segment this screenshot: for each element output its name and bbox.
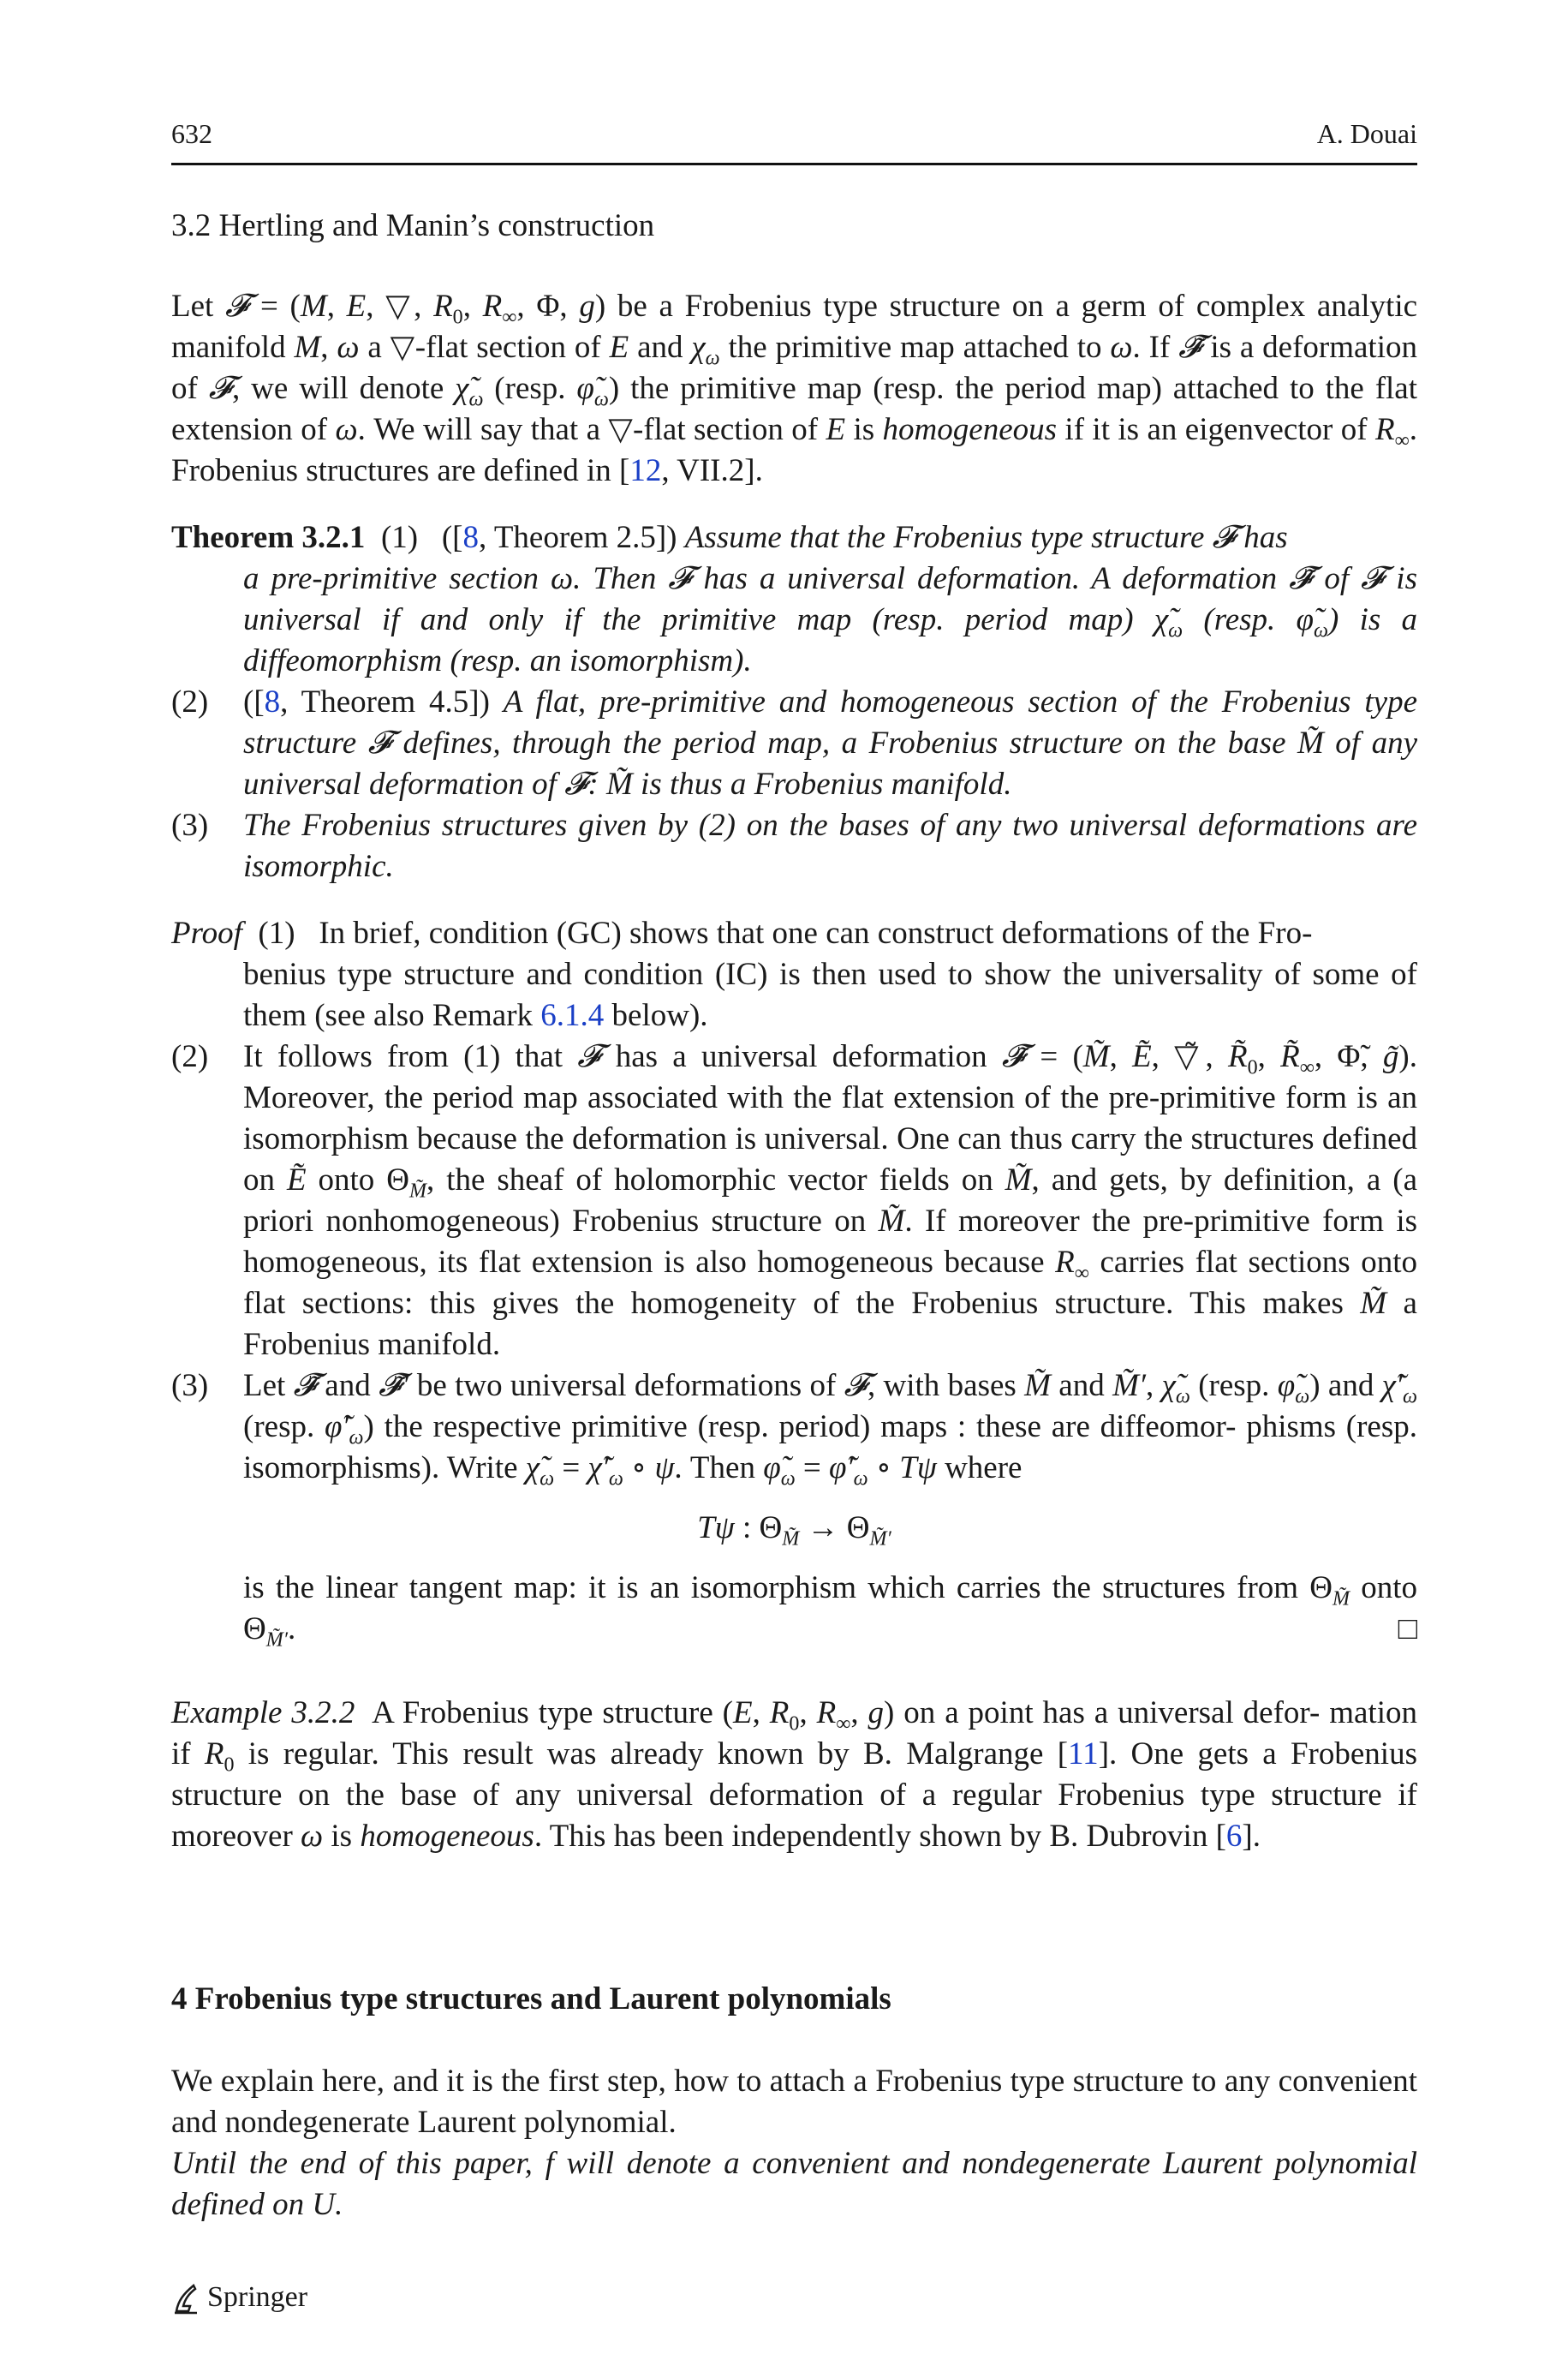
- theorem-item-2: (2) ([8, Theorem 4.5]) A flat, pre-primitive and homogeneous section of the Frobenius type structure 𝓕 defines, through the period map, a Frobenius structure on the base M̃ of any universal deformation of 𝓕: M̃ is thus a Frobenius manifold.: [171, 684, 1417, 802]
- publisher-name: Springer: [207, 2281, 308, 2313]
- qed-symbol: □: [1398, 1611, 1417, 1646]
- equation: Tψ : $\Theta_{M̃} \to \Theta_{M̃'}$: [697, 1510, 891, 1550]
- theorem-3-2-1: Theorem 3.2.1 (1) ([8, Theorem 2.5]) Assume that the Frobenius type structure 𝓕 has a pre-primitive section ω. Then 𝓕 has a universal deformation. A deformation 𝓕̃ of 𝓕 is universal if and only if the primitive map (resp. period map) $\chĩ_\omega$ (resp. $\varphĩ_\omega$) is a diffeomorphism (resp. an isomorphism). (2) ([8, Theorem 4.5]) A flat, pre-primitive and homogeneous section of the Frobenius type structure 𝓕 defines, through the period map, a Frobenius structure on the base M̃ of any universal deformation of 𝓕: M̃ is thus a Frobenius manifold. (3) The Frobenius structures given by (2) on the bases of any two universal deformations are isomorphic.: [171, 517, 1417, 887]
- proof-conclusion: is the linear tangent map: it is an isomorphism which carries the structures from $\Theta_{M̃}$ onto $\Theta_{M̃'}$. □: [243, 1570, 1418, 1652]
- section-4-paragraph: We explain here, and it is the first step, how to attach a Frobenius type structure to any convenient and nondegenerate Laurent polynomial. Until the end of this paper, f will denote a convenient and nondegenerate Laurent polynomial defined on U.: [171, 2064, 1417, 2222]
- springer-horse-icon: [171, 2280, 200, 2315]
- section-3-2-paragraph: Let 𝓕 = (M, E, ▽, $R_0$, $R_\infty$, Φ, g) be a Frobenius type structure on a germ of complex analytic manifold M, ω a ▽-flat section of E and $\chi_\omega$ the primitive map attached to ω. If 𝓕̃ is a deformation of 𝓕, we will denote $\chĩ_\omega$ (resp. $\varphĩ_\omega$) the primitive map (resp. the period map) attached to the flat extension of ω. We will say that a ▽-flat section of E is homogeneous if it is an eigenvector of $R_\infty$. Frobenius structures are defined in [12, VII.2].: [171, 289, 1418, 488]
- proof: Proof (1) In brief, condition (GC) shows that one can construct deformations of the Fro- benius type structure and condition (IC) is then used to show the universality of some of them (see also Remark 6.1.4 below). (2) It follows from (1) that 𝓕 has a universal deformation 𝓕̃ = (M̃, Ẽ, ▽̃, $R̃_0$, $R̃_\infty$, Φ̃, g̃). Moreover, the period map associated with the flat extension of the pre-primitive form is an isomorphism because the deformation is universal. One can thus carry the structures defined on Ẽ onto $\Theta_{M̃}$, the sheaf of holomorphic vector fields on M̃, and gets, by definition, a (a priori nonhomogeneous) Frobenius structure on M̃. If moreover the pre-primitive form is homogeneous, its flat extension is also homogeneous because $R_\infty$ carries flat sections onto flat sections: this gives the homogeneity of the Frobenius structure. This makes M̃ a Frobenius manifold. (3) Let 𝓕̃ and 𝓕̃′ be two universal deformations of 𝓕, with bases M̃ and M̃′, $\chĩ_\omega$ (resp. $\varphĩ_\omega$) and $\chĩ'_\omega$ (resp. $\varphĩ'_\omega$) the respective primitive (resp. period) maps : these are diffeomor- phisms (resp. isomorphisms). Write $\chĩ_\omega$ = $\chĩ'_\omega$ ∘ ψ. Then $\varphĩ_\omega$ = $\varphĩ'_\omega$ ∘ Tψ where Tψ : $\Theta_{M̃} \to \Theta_{M̃'}$ is the linear tangent map: it is an isomorphism which carries the structures from $\Theta_{M̃}$ onto $\Theta_{M̃'}$. □: [171, 916, 1418, 1652]
- running-header: [171, 118, 1417, 161]
- running-author: A. Douai: [1316, 118, 1417, 149]
- section-3-2-title: 3.2 Hertling and Manin’s construction: [171, 208, 655, 243]
- page-number: 632: [171, 118, 212, 149]
- header-rule: [171, 163, 1417, 165]
- proof-item-2: (2) It follows from (1) that 𝓕 has a universal deformation 𝓕̃ = (M̃, Ẽ, ▽̃, $R̃_0$, $R̃_\infty$, Φ̃, g̃). Moreover, the period map associated with the flat extension of the pre-primitive form is an isomorphism because the deformation is universal. One can thus carry the structures defined on Ẽ onto $\Theta_{M̃}$, the sheaf of holomorphic vector fields on M̃, and gets, by definition, a (a priori nonhomogeneous) Frobenius structure on M̃. If moreover the pre-primitive form is homogeneous, its flat extension is also homogeneous because $R_\infty$ carries flat sections onto flat sections: this gives the homogeneity of the Frobenius structure. This makes M̃ a Frobenius manifold.: [171, 1039, 1418, 1362]
- section-4-title: 4 Frobenius type structures and Laurent polynomials: [171, 1981, 891, 2017]
- example-3-2-2: Example 3.2.2 A Frobenius type structure (E, $R_0$, $R_\infty$, g) on a point has a universal defor- mation if $R_0$ is regular. This result was already known by B. Malgrange [11]. One gets a Frobenius structure on the base of any universal deformation of a regular Frobenius type structure if moreover ω is homogeneous. This has been independently shown by B. Dubrovin [6].: [171, 1695, 1417, 1854]
- theorem-item-3: (3) The Frobenius structures given by (2) on the bases of any two universal deformations are isomorphic.: [171, 808, 1417, 884]
- publisher-footer: [171, 2280, 307, 2315]
- proof-item-3: (3) Let 𝓕̃ and 𝓕̃′ be two universal deformations of 𝓕, with bases M̃ and M̃′, $\chĩ_\omega$ (resp. $\varphĩ_\omega$) and $\chĩ'_\omega$ (resp. $\varphĩ'_\omega$) the respective primitive (resp. period) maps : these are diffeomor- phisms (resp. isomorphisms). Write $\chĩ_\omega$ = $\chĩ'_\omega$ ∘ ψ. Then $\varphĩ_\omega$ = $\varphĩ'_\omega$ ∘ Tψ where: [171, 1368, 1418, 1491]
